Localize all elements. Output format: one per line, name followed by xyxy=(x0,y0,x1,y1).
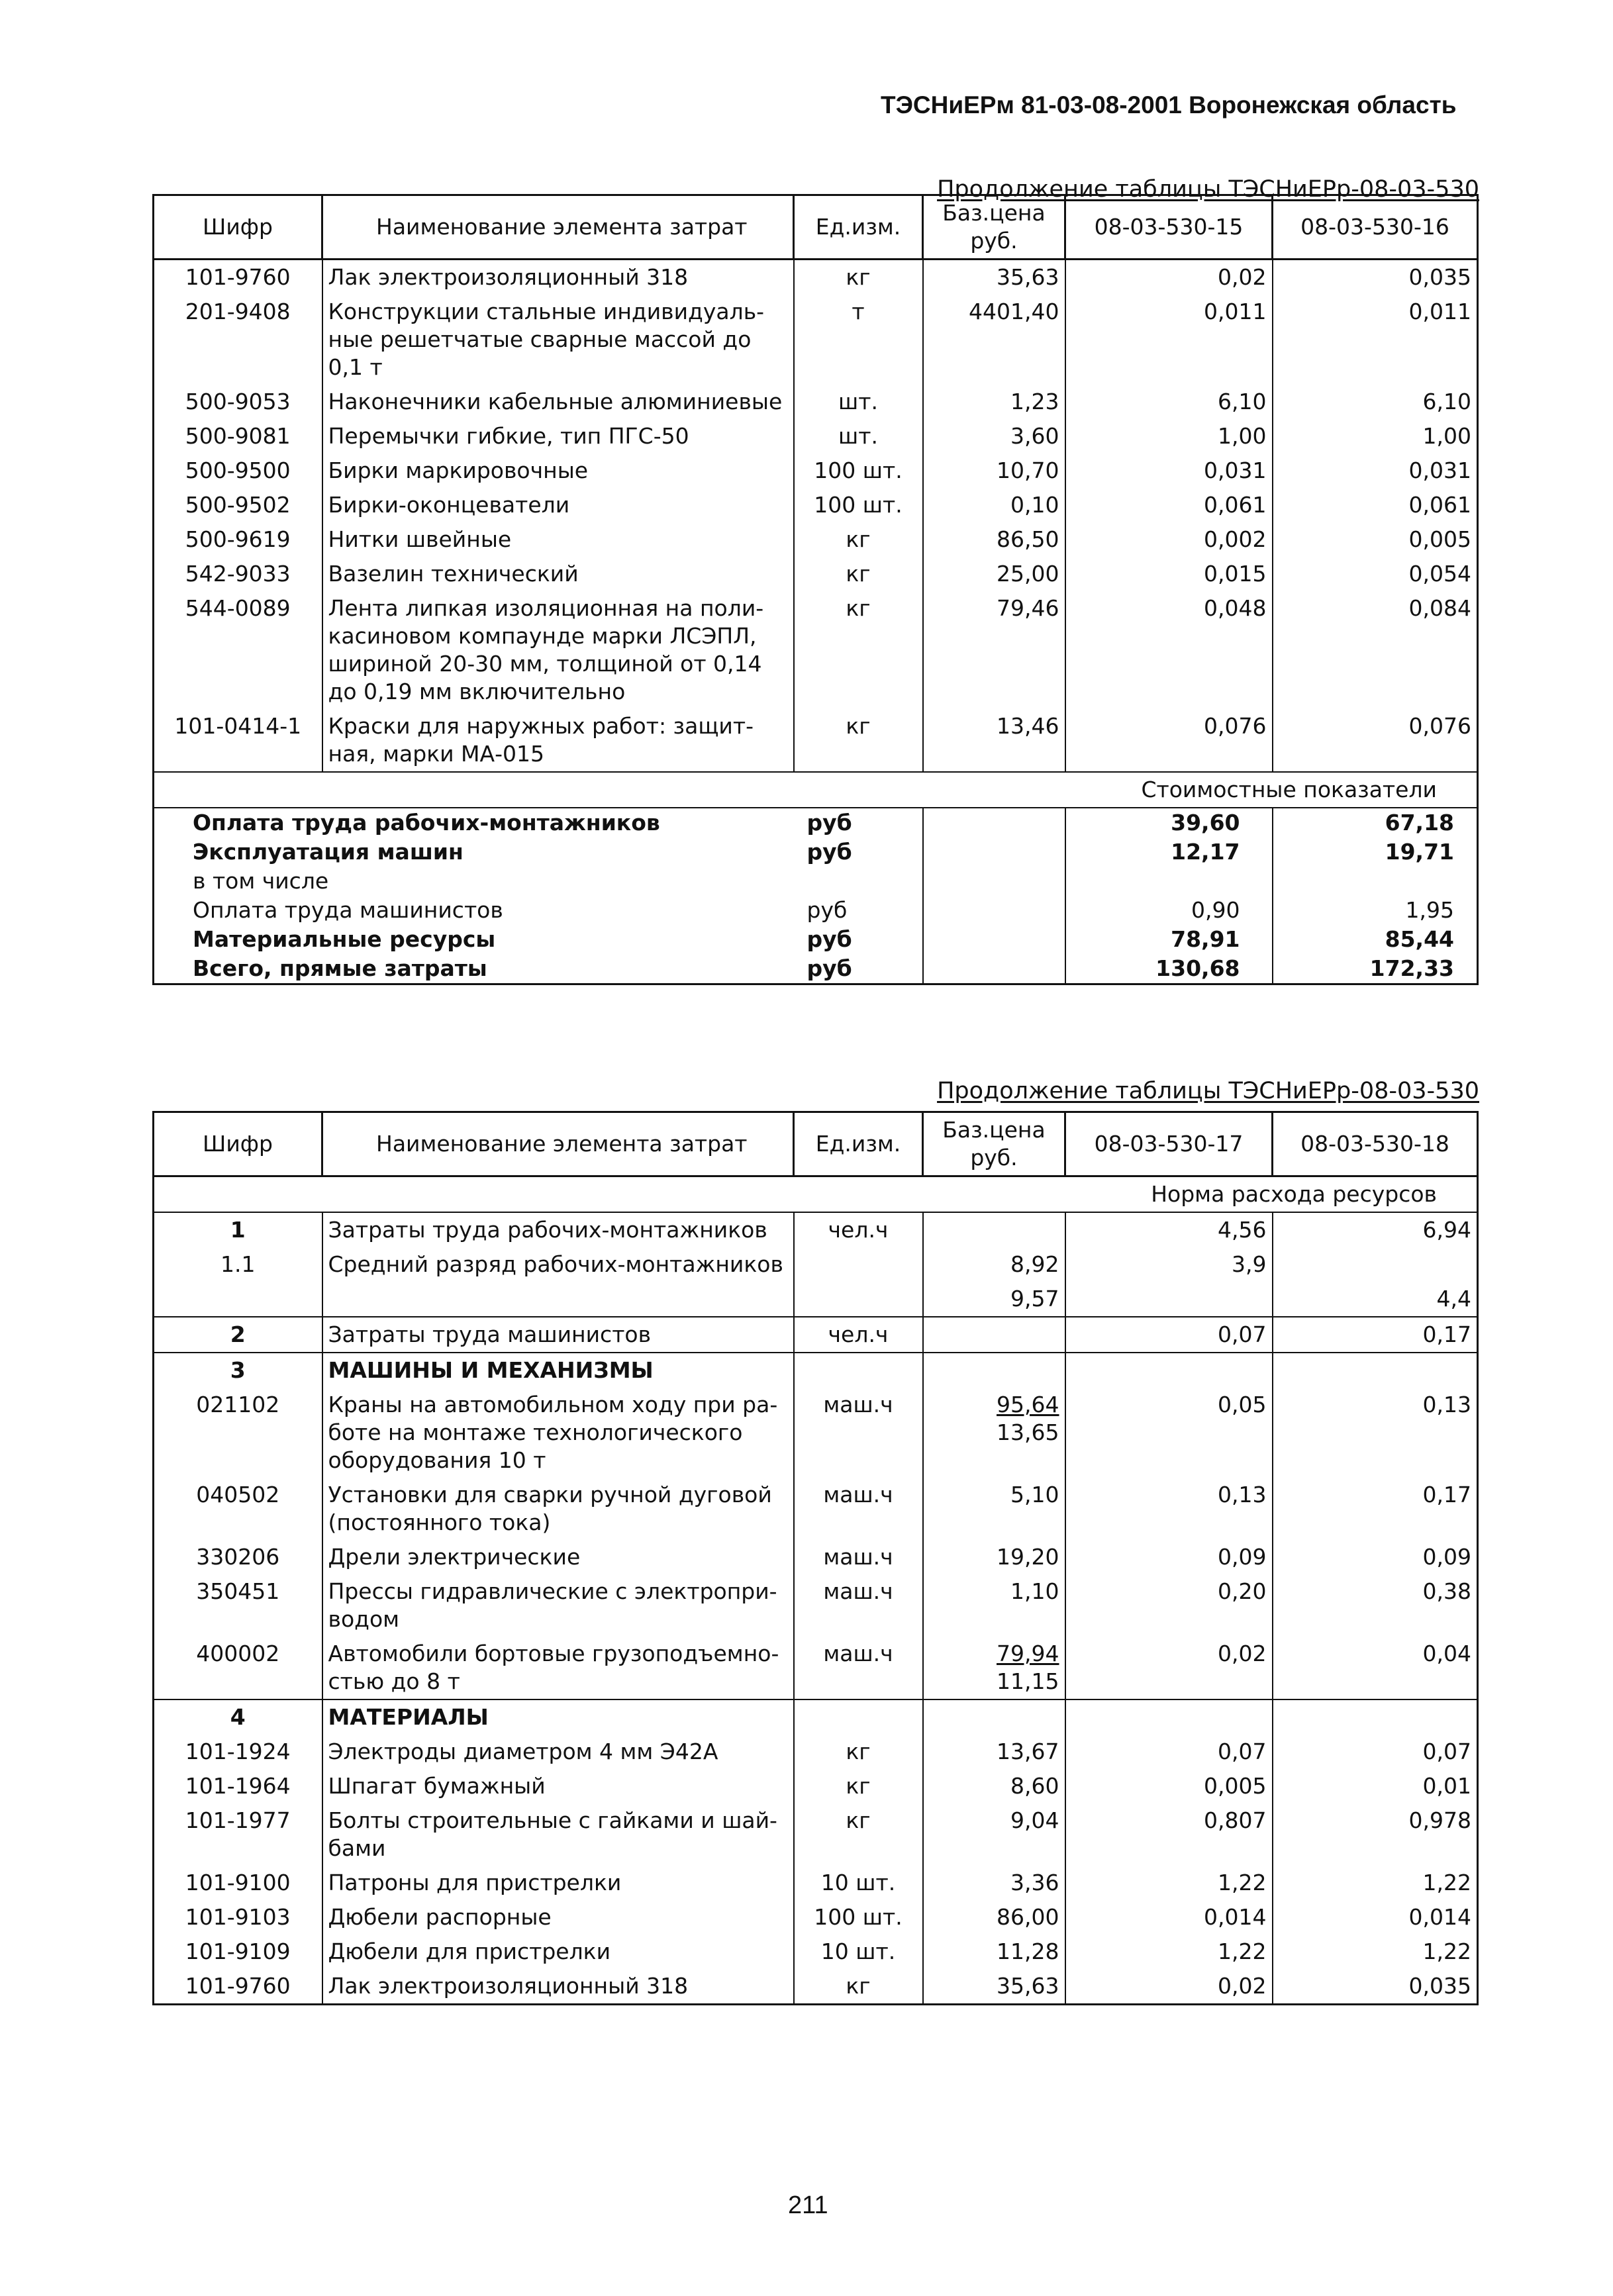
summary-blank xyxy=(923,925,1065,954)
cell-name: Автомобили бортовые грузоподъемно-стью до 8 т xyxy=(322,1637,794,1699)
cell-code: 1 xyxy=(230,1217,246,1243)
table2-caption: Продолжение таблицы ТЭСНиЕРр-08-03-530 xyxy=(937,1078,1479,1104)
table-row xyxy=(154,557,1478,591)
summary-value-2: 67,18 xyxy=(1385,810,1454,836)
resource-table-2 xyxy=(152,1111,1479,2005)
summary-unit: руб xyxy=(794,925,923,954)
summary-row xyxy=(154,808,1478,837)
cell-unit: 100 шт. xyxy=(794,488,923,522)
cell-price: 9,04 xyxy=(923,1803,1065,1866)
cell-name: Конструкции стальные индивидуаль-ные решетчатые сварные массой до 0,1 т xyxy=(322,295,794,385)
cell-value-1 xyxy=(1065,1353,1273,1388)
cell-price xyxy=(923,1212,1065,1247)
cell-value-1: 1,22 xyxy=(1065,1935,1273,1969)
cell-value-1: 6,10 xyxy=(1065,385,1273,419)
summary-blank xyxy=(923,837,1065,867)
cell-value-2: 0,035 xyxy=(1408,264,1471,290)
cell-value-2: 0,035 xyxy=(1273,1969,1478,2005)
cell-price: 9,57 xyxy=(923,1282,1065,1317)
cell-name: Краски для наружных работ: защит-ная, марки МА-015 xyxy=(322,709,794,772)
header-unit: Ед.изм. xyxy=(794,195,923,260)
table-row xyxy=(154,1212,1478,1247)
cell-price xyxy=(923,1388,1065,1478)
table-row xyxy=(154,1637,1478,1699)
cell-unit: кг xyxy=(794,1769,923,1803)
cell-value-1: 0,20 xyxy=(1065,1574,1273,1637)
summary-unit: руб xyxy=(794,954,923,984)
cell-name: Затраты труда рабочих-монтажников xyxy=(322,1212,794,1247)
header-col1: 08-03-530-17 xyxy=(1065,1112,1273,1176)
cell-price: 1,23 xyxy=(923,385,1065,419)
section-label: Стоимостные показатели xyxy=(154,772,1478,808)
page-number: 211 xyxy=(788,2191,828,2219)
table-row xyxy=(154,591,1478,709)
table-row xyxy=(154,419,1478,454)
summary-value-1: 12,17 xyxy=(1065,837,1273,867)
table-row xyxy=(154,260,1478,295)
section-label: Норма расхода ресурсов xyxy=(154,1176,1478,1213)
cell-unit: кг xyxy=(794,522,923,557)
summary-blank xyxy=(923,896,1065,925)
cell-code: 500-9619 xyxy=(185,526,291,552)
header-col2: 08-03-530-18 xyxy=(1273,1112,1478,1176)
summary-row xyxy=(154,837,1478,867)
cell-value-1: 4,56 xyxy=(1065,1212,1273,1247)
price-secondary: 11,15 xyxy=(997,1668,1059,1694)
cell-name: Наконечники кабельные алюминиевые xyxy=(322,385,794,419)
header-price: Баз.цена руб. xyxy=(923,195,1065,260)
cell-value-2: 0,031 xyxy=(1408,457,1471,483)
cell-price: 10,70 xyxy=(923,454,1065,488)
cell-value-2: 0,38 xyxy=(1422,1578,1471,1604)
cell-price: 0,10 xyxy=(923,488,1065,522)
cell-value-1: 0,002 xyxy=(1065,522,1273,557)
cell-value-1: 0,005 xyxy=(1065,1769,1273,1803)
cell-price: 3,60 xyxy=(923,419,1065,454)
cell-value-2: 0,01 xyxy=(1422,1773,1471,1799)
cell-name: Лента липкая изоляционная на поли-касиновом компаунде марки ЛСЭПЛ, шириной 20-30 мм, толщиной от 0,14 до 0,19 мм включительно xyxy=(322,591,794,709)
cell-unit xyxy=(794,1699,923,1735)
summary-value-1: 0,90 xyxy=(1065,896,1273,925)
cell-price: 4401,40 xyxy=(923,295,1065,385)
cell-unit: кг xyxy=(794,1735,923,1769)
cell-code: 350451 xyxy=(196,1578,280,1604)
cell-name: Лак электроизоляционный 318 xyxy=(322,260,794,295)
cell-name: Средний разряд рабочих-монтажников xyxy=(322,1247,794,1282)
cell-value-2: 0,076 xyxy=(1408,713,1471,739)
price-secondary: 13,65 xyxy=(997,1419,1059,1445)
header-name: Наименование элемента затрат xyxy=(322,195,794,260)
cell-name: Дюбели для пристрелки xyxy=(322,1935,794,1969)
header-col2: 08-03-530-16 xyxy=(1273,195,1478,260)
price-primary: 95,64 xyxy=(997,1392,1059,1417)
cell-price: 86,50 xyxy=(923,522,1065,557)
cell-name: Шпагат бумажный xyxy=(322,1769,794,1803)
cell-code: 201-9408 xyxy=(185,299,291,324)
summary-label: Материальные ресурсы xyxy=(193,926,496,952)
summary-label: Оплата труда рабочих-монтажников xyxy=(193,810,660,836)
cell-name: Бирки-оконцеватели xyxy=(322,488,794,522)
summary-row xyxy=(154,896,1478,925)
cell-unit: кг xyxy=(794,709,923,772)
cell-name: Нитки швейные xyxy=(322,522,794,557)
table-header-row xyxy=(154,195,1478,260)
cell-code: 101-9760 xyxy=(154,1969,322,2005)
cell-unit: 100 шт. xyxy=(794,1900,923,1935)
cell-value-1: 0,02 xyxy=(1065,260,1273,295)
cell-value-1: 0,031 xyxy=(1065,454,1273,488)
cell-price: 5,10 xyxy=(923,1478,1065,1540)
cell-code: 021102 xyxy=(196,1392,280,1417)
cell-value-2: 1,22 xyxy=(1422,1938,1471,1964)
summary-unit: руб xyxy=(794,837,923,867)
summary-value-1: 78,91 xyxy=(1065,925,1273,954)
header-code: Шифр xyxy=(154,195,322,260)
summary-value-1: 130,68 xyxy=(1065,954,1273,984)
cell-code xyxy=(154,1282,322,1317)
cell-name: МАТЕРИАЛЫ xyxy=(322,1699,794,1735)
cell-price xyxy=(923,1637,1065,1699)
table2-body xyxy=(154,1176,1478,2005)
cell-value-2: 6,10 xyxy=(1422,389,1471,414)
cell-unit: кг xyxy=(794,557,923,591)
document-header-title: ТЭСНиЕРм 81-03-08-2001 Воронежская область xyxy=(881,91,1457,119)
table-row xyxy=(154,1574,1478,1637)
cell-unit: кг xyxy=(794,1969,923,2005)
cell-price: 86,00 xyxy=(923,1900,1065,1935)
cell-code: 2 xyxy=(154,1317,322,1353)
header-price: Баз.цена руб. xyxy=(923,1112,1065,1176)
cell-unit: т xyxy=(794,295,923,385)
cell-unit xyxy=(794,1247,923,1282)
cell-name: Бирки маркировочные xyxy=(322,454,794,488)
cell-value-2: 1,22 xyxy=(1422,1870,1471,1895)
cell-unit: маш.ч xyxy=(794,1574,923,1637)
cell-unit: шт. xyxy=(794,419,923,454)
cell-value-2: 1,00 xyxy=(1422,423,1471,449)
cell-code: 4 xyxy=(154,1699,322,1735)
table-row xyxy=(154,1969,1478,2005)
cell-value-1: 0,807 xyxy=(1065,1803,1273,1866)
summary-label: Оплата труда машинистов xyxy=(193,897,503,923)
cell-value-2 xyxy=(1273,1699,1478,1735)
cell-value-1: 1,22 xyxy=(1065,1866,1273,1900)
cell-value-1: 0,011 xyxy=(1065,295,1273,385)
summary-label: Эксплуатация машин xyxy=(193,839,464,865)
header-code: Шифр xyxy=(154,1112,322,1176)
cell-unit xyxy=(794,1353,923,1388)
cell-name: Прессы гидравлические с электропри-водом xyxy=(322,1574,794,1637)
cell-value-2 xyxy=(1273,1353,1478,1388)
cell-value-1: 0,061 xyxy=(1065,488,1273,522)
cell-value-2: 6,94 xyxy=(1422,1217,1471,1243)
summary-value-2: 85,44 xyxy=(1385,926,1454,952)
cell-value-2: 0,061 xyxy=(1408,492,1471,518)
cell-value-2: 0,07 xyxy=(1422,1739,1471,1764)
cell-value-2 xyxy=(1273,1247,1478,1282)
table-row xyxy=(154,1478,1478,1540)
cell-code: 101-9760 xyxy=(185,264,291,290)
cell-value-2: 0,13 xyxy=(1422,1392,1471,1417)
cell-price xyxy=(923,1317,1065,1353)
cell-price: 1,10 xyxy=(923,1574,1065,1637)
section-label-row xyxy=(154,1176,1478,1213)
cell-name: Лак электроизоляционный 318 xyxy=(322,1969,794,2005)
cell-value-2: 0,978 xyxy=(1408,1807,1471,1833)
cell-unit: 10 шт. xyxy=(794,1866,923,1900)
price-primary: 79,94 xyxy=(997,1641,1059,1666)
cell-name: Дюбели распорные xyxy=(322,1900,794,1935)
summary-value-1: 39,60 xyxy=(1065,808,1273,837)
cell-value-1: 0,05 xyxy=(1065,1388,1273,1478)
summary-row xyxy=(154,925,1478,954)
cell-name: Краны на автомобильном ходу при ра-боте на монтаже технологического оборудования 10 т xyxy=(322,1388,794,1478)
table-row xyxy=(154,1247,1478,1282)
cell-unit: маш.ч xyxy=(794,1637,923,1699)
table-row xyxy=(154,1317,1478,1353)
summary-label: Всего, прямые затраты xyxy=(154,954,794,984)
cell-price: 13,67 xyxy=(923,1735,1065,1769)
cell-unit: кг xyxy=(794,260,923,295)
cell-unit: 10 шт. xyxy=(794,1935,923,1969)
cell-value-2: 0,04 xyxy=(1422,1641,1471,1666)
cell-name: Вазелин технический xyxy=(322,557,794,591)
cell-code: 040502 xyxy=(196,1482,280,1507)
cell-code: 101-1977 xyxy=(185,1807,291,1833)
cell-name: Электроды диаметром 4 мм Э42А xyxy=(322,1735,794,1769)
table-row xyxy=(154,1803,1478,1866)
cell-unit: чел.ч xyxy=(794,1212,923,1247)
cell-name: Дрели электрические xyxy=(322,1540,794,1574)
table-row xyxy=(154,522,1478,557)
cell-name: Перемычки гибкие, тип ПГС-50 xyxy=(322,419,794,454)
resource-table-1 xyxy=(152,194,1479,985)
summary-row xyxy=(154,867,1478,896)
summary-value-2: 19,71 xyxy=(1385,839,1454,865)
cell-value-1: 0,02 xyxy=(1065,1969,1273,2005)
table-row xyxy=(154,488,1478,522)
cell-price: 11,28 xyxy=(923,1935,1065,1969)
cell-name: Установки для сварки ручной дуговой (постоянного тока) xyxy=(322,1478,794,1540)
header-unit: Ед.изм. xyxy=(794,1112,923,1176)
cell-code: 542-9033 xyxy=(185,561,291,587)
cell-price: 79,46 xyxy=(923,591,1065,709)
cell-value-2: 4,4 xyxy=(1436,1286,1471,1312)
summary-value-2: 172,33 xyxy=(1273,954,1478,984)
cell-value-2: 0,084 xyxy=(1408,595,1471,621)
cell-value-1: 0,015 xyxy=(1065,557,1273,591)
cell-value-2: 0,011 xyxy=(1408,299,1471,324)
cell-unit xyxy=(794,1282,923,1317)
cell-code: 544-0089 xyxy=(185,595,291,621)
table-row xyxy=(154,1900,1478,1935)
section-label-row xyxy=(154,772,1478,808)
cell-price: 8,60 xyxy=(923,1769,1065,1803)
cell-value-2: 0,005 xyxy=(1408,526,1471,552)
table-row xyxy=(154,1540,1478,1574)
cell-value-1: 0,09 xyxy=(1065,1540,1273,1574)
cell-price xyxy=(923,1699,1065,1735)
summary-unit: руб xyxy=(794,808,923,837)
cell-code: 500-9081 xyxy=(185,423,291,449)
cell-unit: маш.ч xyxy=(794,1540,923,1574)
cell-value-1 xyxy=(1065,1699,1273,1735)
table-row xyxy=(154,1353,1478,1388)
cell-name xyxy=(322,1282,794,1317)
cell-value-1: 0,076 xyxy=(1065,709,1273,772)
summary-unit xyxy=(794,867,923,896)
header-name: Наименование элемента затрат xyxy=(322,1112,794,1176)
cell-price: 19,20 xyxy=(923,1540,1065,1574)
cell-price: 35,63 xyxy=(923,1969,1065,2005)
cell-value-2: 0,17 xyxy=(1273,1317,1478,1353)
cell-value-1: 0,014 xyxy=(1065,1900,1273,1935)
cell-name: МАШИНЫ И МЕХАНИЗМЫ xyxy=(322,1353,794,1388)
table-row xyxy=(154,454,1478,488)
cell-value-1: 0,07 xyxy=(1065,1317,1273,1353)
table-row xyxy=(154,709,1478,772)
cell-price xyxy=(923,1353,1065,1388)
table-row xyxy=(154,1769,1478,1803)
cell-code: 101-1964 xyxy=(185,1773,291,1799)
cell-unit: маш.ч xyxy=(794,1388,923,1478)
cell-value-1: 0,02 xyxy=(1065,1637,1273,1699)
cell-unit: кг xyxy=(794,1803,923,1866)
cell-price: 8,92 xyxy=(923,1247,1065,1282)
table-row xyxy=(154,1699,1478,1735)
cell-unit: чел.ч xyxy=(794,1317,923,1353)
cell-price: 13,46 xyxy=(923,709,1065,772)
summary-blank xyxy=(923,867,1065,896)
summary-label: в том числе xyxy=(193,868,329,894)
cell-code: 400002 xyxy=(196,1641,280,1666)
cell-price: 3,36 xyxy=(923,1866,1065,1900)
summary-unit: руб xyxy=(794,896,923,925)
cell-code: 101-9100 xyxy=(185,1870,291,1895)
cell-unit: кг xyxy=(794,591,923,709)
table-row xyxy=(154,1935,1478,1969)
summary-row xyxy=(154,954,1478,984)
cell-code: 101-0414-1 xyxy=(174,713,302,739)
cell-code: 101-9103 xyxy=(185,1904,291,1930)
cell-name: Патроны для пристрелки xyxy=(322,1866,794,1900)
cell-value-1: 0,07 xyxy=(1065,1735,1273,1769)
summary-value-1 xyxy=(1065,867,1273,896)
cell-value-2: 0,014 xyxy=(1408,1904,1471,1930)
cell-value-2: 0,09 xyxy=(1422,1544,1471,1570)
cell-value-2: 0,17 xyxy=(1422,1482,1471,1507)
table-row xyxy=(154,385,1478,419)
cell-unit: 100 шт. xyxy=(794,454,923,488)
cell-value-1: 0,048 xyxy=(1065,591,1273,709)
summary-blank xyxy=(923,954,1065,984)
table-row xyxy=(154,1735,1478,1769)
table-row xyxy=(154,1388,1478,1478)
cell-code: 500-9502 xyxy=(185,492,291,518)
cell-code: 101-9109 xyxy=(185,1938,291,1964)
cell-unit: шт. xyxy=(794,385,923,419)
cell-name: Затраты труда машинистов xyxy=(322,1317,794,1353)
summary-value-2 xyxy=(1273,867,1478,896)
table-row xyxy=(154,1866,1478,1900)
table1-body xyxy=(154,260,1478,984)
table-header-row xyxy=(154,1112,1478,1176)
cell-code: 3 xyxy=(154,1353,322,1388)
cell-price: 25,00 xyxy=(923,557,1065,591)
cell-unit: маш.ч xyxy=(794,1478,923,1540)
cell-code: 101-1924 xyxy=(185,1739,291,1764)
cell-name: Болты строительные с гайками и шай-бами xyxy=(322,1803,794,1866)
cell-code: 500-9053 xyxy=(185,389,291,414)
summary-blank xyxy=(923,808,1065,837)
summary-value-2: 1,95 xyxy=(1405,897,1454,923)
cell-value-1: 0,13 xyxy=(1065,1478,1273,1540)
cell-code: 500-9500 xyxy=(185,457,291,483)
cell-value-1: 3,9 xyxy=(1065,1247,1273,1282)
table1-caption: Продолжение таблицы ТЭСНиЕРр-08-03-530 xyxy=(937,176,1479,203)
cell-price: 35,63 xyxy=(923,260,1065,295)
cell-code: 1.1 xyxy=(220,1251,256,1277)
cell-code: 330206 xyxy=(196,1544,280,1570)
cell-value-1 xyxy=(1065,1282,1273,1317)
cell-value-2: 0,054 xyxy=(1408,561,1471,587)
table-row xyxy=(154,295,1478,385)
cell-value-1: 1,00 xyxy=(1065,419,1273,454)
header-col1: 08-03-530-15 xyxy=(1065,195,1273,260)
table-row xyxy=(154,1282,1478,1317)
